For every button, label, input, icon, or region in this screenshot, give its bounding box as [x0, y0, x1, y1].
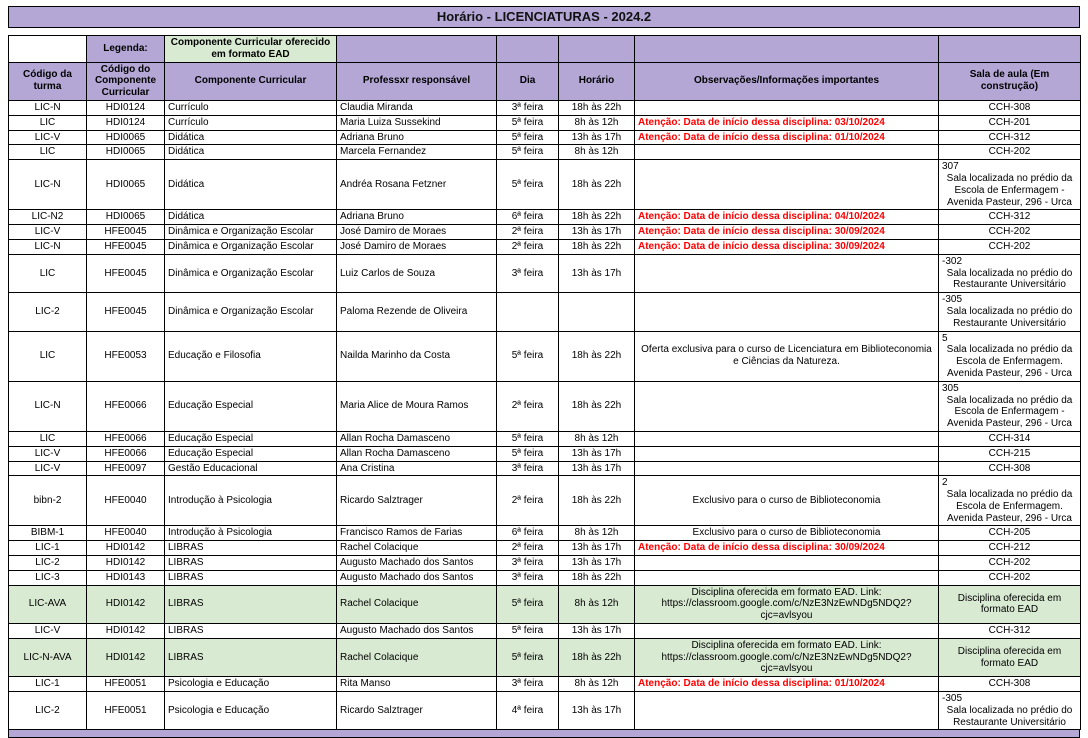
cell-observacoes — [635, 145, 939, 160]
table-row — [9, 431, 1081, 446]
cell-sala: CCH-212 — [939, 541, 1081, 556]
cell-observacoes: Atenção: Data de início dessa disciplina: 30/09/2024 — [635, 541, 939, 556]
cell-dia: 3ª feira — [497, 677, 559, 692]
cell-sala: CCH-205 — [939, 526, 1081, 541]
cell-codigo-componente: HDI0124 — [87, 115, 165, 130]
cell-professor: Maria Alice de Moura Ramos — [337, 381, 497, 431]
sala-description: Sala localizada no prédio do Restaurante Universitário — [946, 305, 1073, 329]
cell-sala — [939, 692, 1081, 730]
cell-observacoes: Oferta exclusiva para o curso de Licenciatura em Biblioteconomia e Ciências da Natureza. — [635, 331, 939, 381]
cell-observacoes — [635, 431, 939, 446]
cell-codigo-componente: HDI0143 — [87, 570, 165, 585]
cell-turma: LIC-V — [9, 225, 87, 240]
cell-turma: LIC-N — [9, 239, 87, 254]
cell-sala: Disciplina oferecida em formato EAD — [939, 585, 1081, 623]
cell-observacoes — [635, 381, 939, 431]
cell-sala — [939, 381, 1081, 431]
cell-codigo-componente: HDI0142 — [87, 585, 165, 623]
cell-turma: LIC-N — [9, 100, 87, 115]
cell-turma: LIC — [9, 115, 87, 130]
cell-codigo-componente: HDI0142 — [87, 541, 165, 556]
cell-observacoes: Atenção: Data de início dessa disciplina: 03/10/2024 — [635, 115, 939, 130]
table-row — [9, 160, 1081, 210]
cell-dia: 5ª feira — [497, 130, 559, 145]
cell-codigo-componente: HFE0045 — [87, 239, 165, 254]
cell-sala — [939, 254, 1081, 292]
cell-observacoes: Disciplina oferecida em formato EAD. Link: https://classroom.google.com/c/NzE3NzEwNDg5NDQ2?cjc=avlsyou — [635, 638, 939, 676]
cell-observacoes: Atenção: Data de início dessa disciplina: 01/10/2024 — [635, 130, 939, 145]
cell-professor: Rachel Colacique — [337, 638, 497, 676]
col-header-componente: Componente Curricular — [165, 62, 337, 100]
table-row — [9, 677, 1081, 692]
cell-sala — [939, 293, 1081, 331]
cell-codigo-componente: HFE0051 — [87, 677, 165, 692]
cell-horario: 13h às 17h — [559, 254, 635, 292]
cell-dia — [497, 293, 559, 331]
cell-turma: LIC-2 — [9, 692, 87, 730]
cell-professor: Francisco Ramos de Farias — [337, 526, 497, 541]
sala-room-number: -305 — [942, 294, 963, 306]
table-row — [9, 526, 1081, 541]
cell-turma: BIBM-1 — [9, 526, 87, 541]
cell-observacoes: Atenção: Data de início dessa disciplina: 01/10/2024 — [635, 677, 939, 692]
table-row — [9, 100, 1081, 115]
sala-room-number: 2 — [942, 477, 948, 489]
col-header-professor: Professxr responsável — [337, 62, 497, 100]
cell-componente: Didática — [165, 130, 337, 145]
cell-dia: 3ª feira — [497, 461, 559, 476]
cell-componente: LIBRAS — [165, 541, 337, 556]
cell-sala: CCH-314 — [939, 431, 1081, 446]
cell-codigo-componente: HDI0065 — [87, 210, 165, 225]
legend-row — [9, 36, 1081, 63]
cell-horario: 13h às 17h — [559, 556, 635, 571]
cell-professor: Rita Manso — [337, 677, 497, 692]
cell-dia: 5ª feira — [497, 638, 559, 676]
cell-professor: Adriana Bruno — [337, 210, 497, 225]
legend-filler-cell — [939, 36, 1081, 63]
cell-professor: José Damiro de Moraes — [337, 239, 497, 254]
cell-dia: 6ª feira — [497, 210, 559, 225]
cell-horario: 13h às 17h — [559, 130, 635, 145]
cell-componente: Introdução à Psicologia — [165, 526, 337, 541]
cell-observacoes — [635, 624, 939, 639]
cell-professor: José Damiro de Moraes — [337, 225, 497, 240]
cell-observacoes — [635, 692, 939, 730]
table-row — [9, 381, 1081, 431]
cell-componente: LIBRAS — [165, 585, 337, 623]
cell-componente: Dinâmica e Organização Escolar — [165, 254, 337, 292]
cell-turma: LIC-1 — [9, 677, 87, 692]
cell-componente: Currículo — [165, 115, 337, 130]
cell-dia: 2ª feira — [497, 239, 559, 254]
title-row — [9, 7, 1080, 28]
cell-componente: Dinâmica e Organização Escolar — [165, 293, 337, 331]
cell-dia: 2ª feira — [497, 225, 559, 240]
table-row — [9, 638, 1081, 676]
legend-filler-cell — [497, 36, 559, 63]
cell-turma: LIC-V — [9, 624, 87, 639]
cell-observacoes — [635, 570, 939, 585]
cell-turma: LIC-V — [9, 461, 87, 476]
cell-componente: Psicologia e Educação — [165, 677, 337, 692]
cell-componente: Dinâmica e Organização Escolar — [165, 225, 337, 240]
cell-turma: LIC — [9, 431, 87, 446]
cell-sala: CCH-312 — [939, 210, 1081, 225]
legend-empty-cell — [9, 36, 87, 63]
cell-dia: 5ª feira — [497, 115, 559, 130]
sala-room-number: 305 — [942, 382, 959, 394]
spacer — [8, 28, 1080, 35]
header-row — [9, 62, 1081, 100]
cell-dia: 2ª feira — [497, 541, 559, 556]
cell-codigo-componente: HFE0066 — [87, 431, 165, 446]
cell-horario: 18h às 22h — [559, 331, 635, 381]
col-header-sala: Sala de aula (Em construção) — [939, 62, 1081, 100]
cell-professor: Nailda Marinho da Costa — [337, 331, 497, 381]
legend-filler-cell — [635, 36, 939, 63]
col-header-codigo-componente: Código do Componente Curricular — [87, 62, 165, 100]
cell-turma: LIC-AVA — [9, 585, 87, 623]
cell-horario — [559, 293, 635, 331]
cell-codigo-componente: HFE0045 — [87, 293, 165, 331]
cell-observacoes — [635, 446, 939, 461]
cell-horario: 13h às 17h — [559, 624, 635, 639]
title-table — [8, 6, 1080, 28]
cell-codigo-componente: HFE0053 — [87, 331, 165, 381]
cell-horario: 13h às 17h — [559, 692, 635, 730]
sala-room-number: -305 — [942, 693, 963, 705]
cell-observacoes — [635, 293, 939, 331]
cell-observacoes — [635, 160, 939, 210]
cell-componente: Educação Especial — [165, 446, 337, 461]
sala-description: Sala localizada no prédio da Escola de Enfermagem - Avenida Pasteur, 296 - Urca — [946, 394, 1073, 430]
cell-horario: 8h às 12h — [559, 677, 635, 692]
legend-ead-cell: Componente Curricular oferecido em formato EAD — [165, 36, 337, 63]
cell-professor: Andréa Rosana Fetzner — [337, 160, 497, 210]
cell-codigo-componente: HDI0142 — [87, 556, 165, 571]
cell-horario: 13h às 17h — [559, 541, 635, 556]
cell-sala: CCH-308 — [939, 100, 1081, 115]
table-row — [9, 254, 1081, 292]
cell-horario: 18h às 22h — [559, 570, 635, 585]
cell-observacoes: Atenção: Data de início dessa disciplina: 30/09/2024 — [635, 239, 939, 254]
cell-dia: 2ª feira — [497, 476, 559, 526]
cell-turma: LIC — [9, 254, 87, 292]
cell-codigo-componente: HFE0045 — [87, 225, 165, 240]
cell-sala: CCH-202 — [939, 225, 1081, 240]
cell-professor: Luiz Carlos de Souza — [337, 254, 497, 292]
col-header-horario: Horário — [559, 62, 635, 100]
cell-componente: Educação Especial — [165, 431, 337, 446]
cell-turma: LIC — [9, 331, 87, 381]
cell-observacoes: Atenção: Data de início dessa disciplina: 04/10/2024 — [635, 210, 939, 225]
table-row — [9, 225, 1081, 240]
cell-componente: LIBRAS — [165, 638, 337, 676]
cell-dia: 5ª feira — [497, 145, 559, 160]
cell-sala: CCH-202 — [939, 570, 1081, 585]
cell-componente: Dinâmica e Organização Escolar — [165, 239, 337, 254]
sala-description: Sala localizada no prédio da Escola de Enfermagem. Avenida Pasteur, 296 - Urca — [946, 344, 1073, 379]
legend-filler-cell — [337, 36, 497, 63]
cell-professor: Augusto Machado dos Santos — [337, 624, 497, 639]
sala-room-number: -302 — [942, 255, 963, 267]
sala-description: Sala localizada no prédio da Escola de Enfermagem. Avenida Pasteur, 296 - Urca — [946, 489, 1073, 524]
cell-observacoes — [635, 461, 939, 476]
cell-componente: Didática — [165, 145, 337, 160]
cell-turma: LIC-2 — [9, 293, 87, 331]
table-row — [9, 293, 1081, 331]
cell-codigo-componente: HFE0066 — [87, 381, 165, 431]
cell-professor: Ana Cristina — [337, 461, 497, 476]
cell-horario: 8h às 12h — [559, 526, 635, 541]
cell-professor: Claudia Miranda — [337, 100, 497, 115]
cell-turma: LIC-3 — [9, 570, 87, 585]
cell-dia: 2ª feira — [497, 381, 559, 431]
table-row — [9, 130, 1081, 145]
cell-dia: 5ª feira — [497, 331, 559, 381]
cell-dia: 3ª feira — [497, 570, 559, 585]
cell-codigo-componente: HDI0142 — [87, 624, 165, 639]
cell-codigo-componente: HFE0066 — [87, 446, 165, 461]
cell-professor: Ricardo Salztrager — [337, 692, 497, 730]
cell-observacoes — [635, 100, 939, 115]
table-row — [9, 210, 1081, 225]
cell-observacoes: Exclusivo para o curso de Biblioteconomia — [635, 476, 939, 526]
cell-sala — [939, 476, 1081, 526]
cell-componente: Didática — [165, 160, 337, 210]
cell-professor: Augusto Machado dos Santos — [337, 556, 497, 571]
cell-professor: Rachel Colacique — [337, 585, 497, 623]
cell-professor: Maria Luiza Sussekind — [337, 115, 497, 130]
sala-room-number: 5 — [942, 332, 948, 344]
cell-componente: LIBRAS — [165, 624, 337, 639]
cell-horario: 18h às 22h — [559, 210, 635, 225]
cell-codigo-componente: HDI0065 — [87, 130, 165, 145]
cell-componente: LIBRAS — [165, 556, 337, 571]
cell-codigo-componente: HFE0040 — [87, 526, 165, 541]
cell-sala: CCH-308 — [939, 461, 1081, 476]
cell-codigo-componente: HFE0045 — [87, 254, 165, 292]
cell-sala: CCH-308 — [939, 677, 1081, 692]
table-row — [9, 476, 1081, 526]
cell-sala: CCH-201 — [939, 115, 1081, 130]
table-row — [9, 239, 1081, 254]
cell-turma: LIC-N — [9, 160, 87, 210]
cell-codigo-componente: HDI0124 — [87, 100, 165, 115]
cell-professor: Ricardo Salztrager — [337, 476, 497, 526]
cell-dia: 3ª feira — [497, 254, 559, 292]
cell-turma: LIC — [9, 145, 87, 160]
cell-dia: 5ª feira — [497, 624, 559, 639]
cell-turma: LIC-V — [9, 446, 87, 461]
cell-horario: 18h às 22h — [559, 100, 635, 115]
table-row — [9, 692, 1081, 730]
cell-turma: LIC-V — [9, 130, 87, 145]
cell-observacoes — [635, 556, 939, 571]
schedule-table — [8, 35, 1081, 730]
cell-horario: 18h às 22h — [559, 381, 635, 431]
cell-horario: 13h às 17h — [559, 446, 635, 461]
cell-turma: LIC-N2 — [9, 210, 87, 225]
sala-description: Sala localizada no prédio do Restaurante Universitário — [946, 267, 1073, 291]
cell-sala: CCH-202 — [939, 145, 1081, 160]
cell-turma: LIC-N-AVA — [9, 638, 87, 676]
cell-turma: LIC-1 — [9, 541, 87, 556]
cell-sala: Disciplina oferecida em formato EAD — [939, 638, 1081, 676]
col-header-turma: Código da turma — [9, 62, 87, 100]
table-row — [9, 145, 1081, 160]
cell-professor: Marcela Fernandez — [337, 145, 497, 160]
cell-turma: bibn-2 — [9, 476, 87, 526]
page-title: Horário - LICENCIATURAS - 2024.2 — [9, 7, 1080, 28]
table-row — [9, 446, 1081, 461]
cell-codigo-componente: HDI0142 — [87, 638, 165, 676]
sala-description: Sala localizada no prédio da Escola de Enfermagem - Avenida Pasteur, 296 - Urca — [946, 172, 1073, 208]
cell-professor: Allan Rocha Damasceno — [337, 446, 497, 461]
footer-band — [8, 730, 1080, 738]
cell-horario: 18h às 22h — [559, 160, 635, 210]
cell-professor: Augusto Machado dos Santos — [337, 570, 497, 585]
table-row — [9, 331, 1081, 381]
cell-sala — [939, 160, 1081, 210]
cell-observacoes — [635, 254, 939, 292]
cell-dia: 5ª feira — [497, 585, 559, 623]
cell-dia: 5ª feira — [497, 431, 559, 446]
cell-sala: CCH-202 — [939, 556, 1081, 571]
cell-componente: Introdução à Psicologia — [165, 476, 337, 526]
cell-professor: Paloma Rezende de Oliveira — [337, 293, 497, 331]
cell-sala — [939, 331, 1081, 381]
cell-codigo-componente: HDI0065 — [87, 145, 165, 160]
cell-professor: Adriana Bruno — [337, 130, 497, 145]
table-row — [9, 585, 1081, 623]
cell-componente: Educação Especial — [165, 381, 337, 431]
cell-sala: CCH-312 — [939, 624, 1081, 639]
table-row — [9, 541, 1081, 556]
sala-description: Sala localizada no prédio do Restaurante Universitário — [946, 704, 1073, 728]
legend-label: Legenda: — [87, 36, 165, 63]
cell-componente: Psicologia e Educação — [165, 692, 337, 730]
cell-componente: LIBRAS — [165, 570, 337, 585]
cell-turma: LIC-2 — [9, 556, 87, 571]
cell-dia: 5ª feira — [497, 446, 559, 461]
cell-dia: 3ª feira — [497, 556, 559, 571]
cell-professor: Rachel Colacique — [337, 541, 497, 556]
cell-dia: 3ª feira — [497, 100, 559, 115]
sala-room-number: 307 — [942, 161, 959, 173]
cell-observacoes: Disciplina oferecida em formato EAD. Link: https://classroom.google.com/c/NzE3NzEwNDg5NDQ2?cjc=avlsyou — [635, 585, 939, 623]
table-row — [9, 624, 1081, 639]
col-header-observacoes: Observações/Informações importantes — [635, 62, 939, 100]
legend-filler-cell — [559, 36, 635, 63]
cell-observacoes: Exclusivo para o curso de Biblioteconomia — [635, 526, 939, 541]
col-header-dia: Dia — [497, 62, 559, 100]
cell-dia: 6ª feira — [497, 526, 559, 541]
cell-dia: 4ª feira — [497, 692, 559, 730]
cell-horario: 18h às 22h — [559, 638, 635, 676]
cell-codigo-componente: HFE0051 — [87, 692, 165, 730]
cell-codigo-componente: HFE0040 — [87, 476, 165, 526]
cell-horario: 8h às 12h — [559, 585, 635, 623]
cell-horario: 18h às 22h — [559, 476, 635, 526]
cell-horario: 13h às 17h — [559, 461, 635, 476]
table-row — [9, 556, 1081, 571]
cell-dia: 5ª feira — [497, 160, 559, 210]
cell-sala: CCH-215 — [939, 446, 1081, 461]
cell-turma: LIC-N — [9, 381, 87, 431]
cell-componente: Educação e Filosofia — [165, 331, 337, 381]
table-row — [9, 461, 1081, 476]
cell-codigo-componente: HDI0065 — [87, 160, 165, 210]
cell-observacoes: Atenção: Data de início dessa disciplina: 30/09/2024 — [635, 225, 939, 240]
cell-professor: Allan Rocha Damasceno — [337, 431, 497, 446]
cell-horario: 13h às 17h — [559, 225, 635, 240]
cell-componente: Currículo — [165, 100, 337, 115]
cell-codigo-componente: HFE0097 — [87, 461, 165, 476]
table-row — [9, 570, 1081, 585]
cell-horario: 8h às 12h — [559, 145, 635, 160]
cell-horario: 8h às 12h — [559, 115, 635, 130]
cell-horario: 8h às 12h — [559, 431, 635, 446]
cell-sala: CCH-312 — [939, 130, 1081, 145]
table-row — [9, 115, 1081, 130]
cell-sala: CCH-202 — [939, 239, 1081, 254]
cell-componente: Didática — [165, 210, 337, 225]
cell-horario: 18h às 22h — [559, 239, 635, 254]
cell-componente: Gestão Educacional — [165, 461, 337, 476]
